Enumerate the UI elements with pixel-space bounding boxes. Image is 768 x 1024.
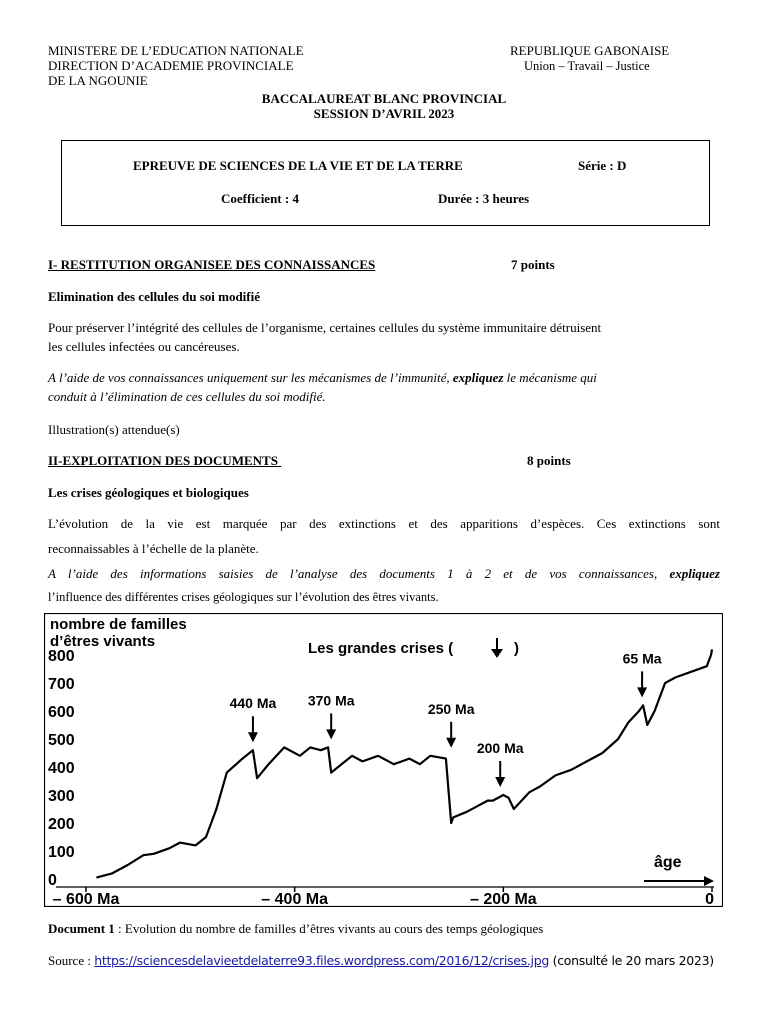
x-tick-label: 0 (705, 891, 714, 907)
part2-heading: II-EXPLOITATION DES DOCUMENTS (48, 453, 282, 468)
crisis-label: 200 Ma (476, 740, 524, 756)
part2-question-line-2: l’influence des différentes crises géologiques sur l’évolution des êtres vivants. (48, 590, 439, 604)
crisis-label: 250 Ma (427, 700, 475, 717)
x-tick-label: – 200 Ma (469, 891, 537, 907)
republic-title: REPUBLIQUE GABONAISE (510, 43, 670, 58)
x-tick-label: – 400 Ma (261, 891, 329, 907)
part2-question-line-1 (48, 566, 720, 582)
ministry-line-2: DIRECTION D’ACADEMIE PROVINCIALE (48, 58, 294, 73)
crisis-label: 440 Ma (229, 695, 277, 712)
exam-session: SESSION D’AVRIL 2023 (313, 106, 455, 121)
chart-xlabel: âge (654, 854, 682, 871)
part2-points: 8 points (527, 453, 571, 468)
source-label: Source : (48, 953, 95, 968)
part1-question-verb: expliquez (452, 370, 504, 385)
subject-title: EPREUVE DE SCIENCES DE LA VIE ET DE LA TERRE (133, 158, 463, 173)
part1-question-line-1 (48, 370, 597, 386)
source-link[interactable]: https://sciencesdelavieetdelaterre93.files.wordpress.com/2016/12/crises.jpg (94, 953, 549, 968)
y-tick-label: 0 (48, 872, 57, 889)
y-tick-label: 100 (48, 844, 75, 861)
ministry-line-3: DE LA NGOUNIE (48, 73, 148, 88)
x-tick-label: – 600 Ma (52, 891, 120, 907)
chart-ylabel-line-2: d’êtres vivants (50, 633, 156, 650)
part2-question-text-a: A l’aide des informations saisies de l’analyse des documents 1 à 2 et de vos connaissances, (48, 566, 670, 581)
exam-title: BACCALAUREAT BLANC PROVINCIAL (261, 91, 507, 106)
part2-intro-line-1: L’évolution de la vie est marquée par des extinctions et des apparitions d’espèces. Ces extinctions sont (48, 516, 720, 531)
part1-question-text-a: A l’aide de vos connaissances uniquement sur les mécanismes de l’immunité, (48, 370, 453, 385)
part1-intro-line-2: les cellules infectées ou cancéreuses. (48, 339, 240, 354)
crises-chart (44, 613, 723, 907)
chart-frame (45, 614, 723, 907)
republic-motto: Union – Travail – Justice (524, 59, 650, 73)
part1-question-line-2: conduit à l’élimination de ces cellules du soi modifié. (48, 389, 326, 404)
y-tick-label: 300 (48, 788, 75, 805)
part1-question-text-c: le mécanisme qui (503, 370, 597, 385)
part1-illustration-note: Illustration(s) attendue(s) (48, 422, 180, 437)
coefficient-label: Coefficient : 4 (221, 191, 299, 206)
part1-heading: I- RESTITUTION ORGANISEE DES CONNAISSANCES (48, 257, 376, 272)
part1-intro-line-1: Pour préserver l’intégrité des cellules de l’organisme, certaines cellules du système immunitaire détruisent (48, 320, 602, 335)
y-tick-label: 400 (48, 760, 75, 777)
part1-points: 7 points (511, 257, 555, 272)
y-tick-label: 600 (48, 704, 75, 721)
part2-subtitle: Les crises géologiques et biologiques (48, 485, 249, 500)
document-caption-text: : Evolution du nombre de familles d’êtres vivants au cours des temps géologiques (114, 921, 544, 936)
crisis-label: 65 Ma (622, 650, 662, 667)
chart-legend: Les grandes crises ( (308, 640, 454, 657)
source-note: (consulté le 20 mars 2023) (548, 953, 714, 968)
chart-y-axis (48, 648, 75, 889)
chart-ylabel-line-1: nombre de familles (50, 616, 187, 633)
ministry-line-1: MINISTERE DE L’EDUCATION NATIONALE (48, 43, 304, 58)
exam-info-box (61, 140, 710, 226)
document-source (48, 953, 714, 969)
chart-legend-end: ) (514, 640, 519, 657)
y-tick-label: 500 (48, 732, 75, 749)
part1-subtitle: Elimination des cellules du soi modifié (48, 289, 260, 304)
y-tick-label: 200 (48, 816, 75, 833)
part2-intro-line-2: reconnaissables à l’échelle de la planète. (48, 541, 259, 556)
crisis-label: 370 Ma (307, 692, 355, 709)
document-label: Document 1 (48, 921, 115, 936)
y-tick-label: 800 (48, 648, 75, 665)
document-caption (48, 921, 543, 937)
duration-label: Durée : 3 heures (438, 191, 530, 206)
y-tick-label: 700 (48, 676, 75, 693)
serie-label: Série : D (578, 158, 627, 173)
part2-question-verb: expliquez (669, 566, 720, 581)
